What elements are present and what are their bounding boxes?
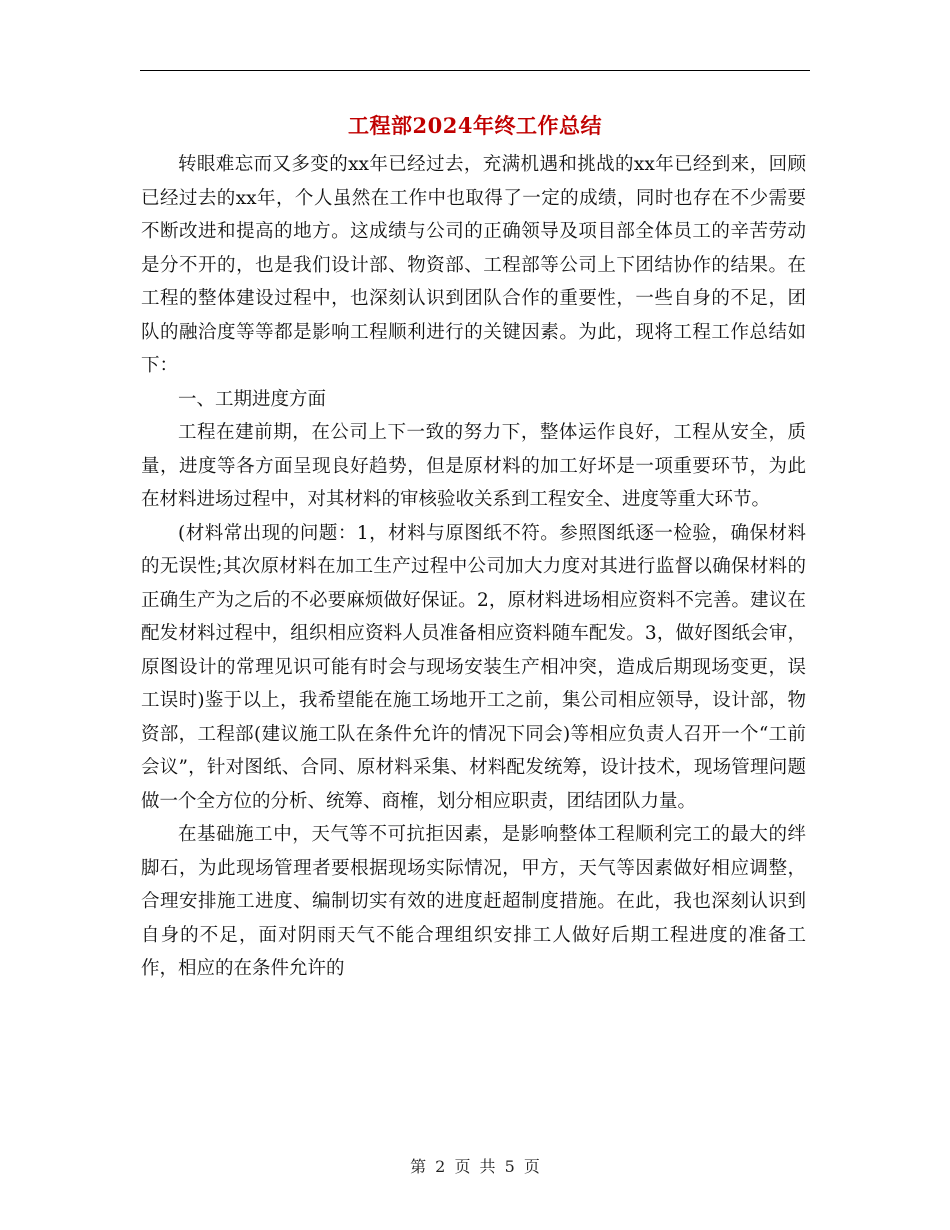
page-footer: 第 2 页 共 5 页: [410, 1157, 540, 1176]
header-rule: [140, 70, 810, 71]
paragraph-material-issues: (材料常出现的问题：1，材料与原图纸不符。参照图纸逐一检验，确保材料的无误性;其次原材料在加工生产过程中公司加大力度对其进行监督以确保材料的正确生产为之后的不必要麻烦做好保证。2，原材料进场相应资料不完善。建议在配发材料过程中，组织相应资料人员准备相应资料随车配发。3，做好图纸会审，原图设计的常理见识可能有时会与现场安装生产相冲突，造成后期现场变更，误工误时)鉴于以上，我希望能在施工场地开工之前，集公司相应领导，设计部，物资部，工程部(建议施工队在条件允许的情况下同会)等相应负责人召开一个“工前会议”，针对图纸、合同、原材料采集、材料配发统筹，设计技术，现场管理问题做一个全方位的分析、统筹、商榷，划分相应职责，团结团队力量。: [141, 522, 806, 812]
paragraph-early-stage: 工程在建前期，在公司上下一致的努力下，整体运作良好，工程从安全，质量，进度等各方面呈现良好趋势，但是原材料的加工好坏是一项重要环节，为此在材料进场过程中，对其材料的审核验收关系到工程安全、进度等重大环节。: [141, 422, 806, 510]
document-title: 工程部2024年终工作总结: [348, 113, 602, 138]
paragraph-intro: 转眼难忘而又多变的xx年已经过去，充满机遇和挑战的xx年已经到来，回顾已经过去的xx年，个人虽然在工作中也取得了一定的成绩，同时也存在不少需要不断改进和提高的地方。这成绩与公司的正确领导及项目部全体员工的辛苦劳动是分不开的，也是我们设计部、物资部、工程部等公司上下团结协作的结果。在工程的整体建设过程中，也深刻认识到团队合作的重要性，一些自身的不足，团队的融洽度等等都是影响工程顺利进行的关键因素。为此，现将工程工作总结如下：: [141, 154, 806, 376]
paragraph-foundation: 在基础施工中，天气等不可抗拒因素，是影响整体工程顺利完工的最大的绊脚石，为此现场管理者要根据现场实际情况，甲方，天气等因素做好相应调整，合理安排施工进度、编制切实有效的进度赶超制度措施。在此，我也深刻认识到自身的不足，面对阴雨天气不能合理组织安排工人做好后期工程进度的准备工作，相应的在条件允许的: [141, 824, 806, 979]
section-heading-schedule: 一、工期进度方面: [178, 388, 327, 410]
document-body: [141, 148, 806, 986]
